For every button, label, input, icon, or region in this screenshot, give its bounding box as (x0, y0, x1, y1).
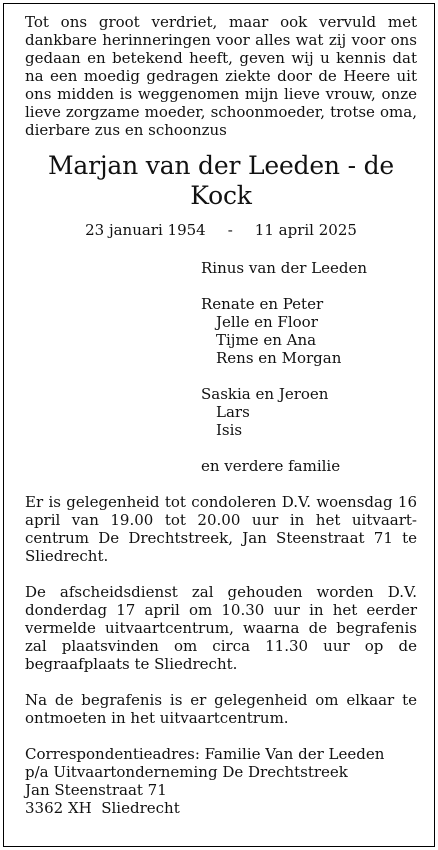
death-date: 11 april 2025 (254, 221, 357, 239)
condolence-paragraph: Er is gelegenheid tot condoleren D.V. woensdag 16 april van 19.00 tot 20.00 uur in het uitvaart-centrum De Drechtstreek, Jan Steenstraat 71 te Sliedrecht. (25, 493, 417, 565)
address-line: 3362 XH Sliedrecht (25, 799, 180, 817)
date-separator: - (227, 221, 233, 239)
family-line: Rens en Morgan (216, 349, 342, 367)
birth-date: 23 januari 1954 (85, 221, 206, 239)
family-line (201, 439, 417, 457)
notice-body (25, 13, 417, 817)
address-line: p/a Uitvaartonderneming De Drechtstreek (25, 763, 348, 781)
family-line: Renate en Peter (201, 295, 324, 313)
reception-paragraph: Na de begrafenis is er gelegenheid om elkaar te ontmoeten in het uitvaartcentrum. (25, 691, 417, 727)
family-line: Jelle en Floor (216, 313, 318, 331)
family-line: Lars (216, 403, 250, 421)
family-list (201, 259, 417, 475)
service-paragraph: De afscheidsdienst zal gehouden worden D.V. donderdag 17 april om 10.30 uur in het eerder vermelde uitvaartcentrum, waarna de begrafenis zal plaatsvinden om circa 11.30 uur op de begraafplaats te Sliedrecht. (25, 583, 417, 673)
correspondence-address (25, 745, 417, 817)
deceased-name: Marjan van der Leeden - de Kock (48, 151, 394, 210)
life-dates (25, 221, 417, 239)
family-line (201, 277, 417, 295)
family-line: Tijme en Ana (216, 331, 317, 349)
address-line: Jan Steenstraat 71 (25, 781, 167, 799)
family-line: en verdere familie (201, 457, 341, 475)
family-line: Saskia en Jeroen (201, 385, 329, 403)
family-line (201, 367, 417, 385)
address-line: Correspondentieadres: Familie Van der Leeden (25, 745, 385, 763)
notice-frame (3, 3, 435, 847)
family-line: Rinus van der Leeden (201, 259, 367, 277)
intro-text: Tot ons groot verdriet, maar ook vervuld met dankbare herinneringen voor alles wat zij voor ons gedaan en betekend heeft, geven wij u kennis dat na een moedig gedragen ziekte door de Heere uit ons midden is weggenomen mijn lieve vrouw, onze lieve zorgzame moeder, schoonmoeder, trotse oma, dierbare zus en schoonzus (25, 13, 417, 139)
family-line: Isis (216, 421, 243, 439)
